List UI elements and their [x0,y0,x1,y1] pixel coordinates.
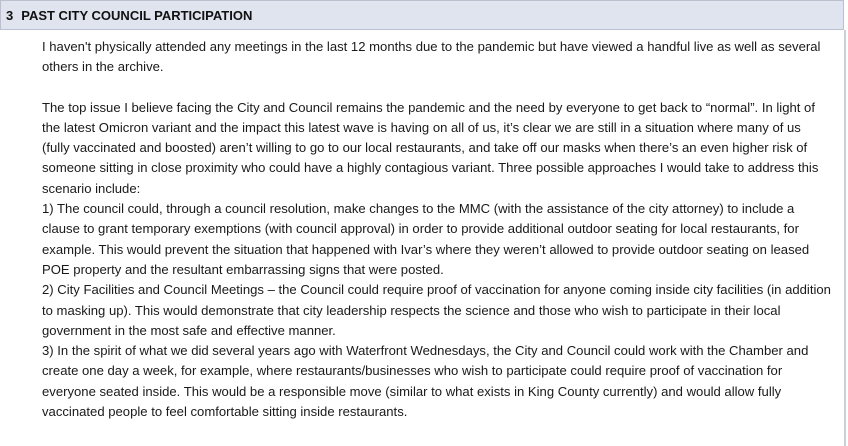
approach-item-1: 1) The council could, through a council resolution, make changes to the MMC (with the assistance of the city attorney) to include a clause to grant temporary exemptions (with council approval) in order to provide additional outdoor seating for local restaurants, for example. This would prevent the situation that happened with Ivar’s where they weren’t allowed to provide outdoor seating on leased POE property and the resultant embarrassing signs that were posted. [42,201,810,277]
section-border [844,30,846,446]
attendance-paragraph: I haven't physically attended any meetings in the last 12 months due to the pandemic but have viewed a handful live as well as several others in the archive. [42,39,821,75]
section-number: 3 [6,7,14,23]
approach-item-3: 3) In the spirit of what we did several years ago with Waterfront Wednesdays, the City and Council could work with the Chamber and create one day a week, for example, where restaurants/businesses who wish to participate could require proof of vaccination for everyone seated inside. This would be a responsible move (similar to what exists in King County currently) and would allow fully vaccinated people to feel comfortable sitting inside restaurants. [42,343,809,420]
section-header [0,0,844,30]
top-issue-paragraph: The top issue I believe facing the City and Council remains the pandemic and the need by everyone to get back to “normal”. In light of the latest Omicron variant and the impact this latest wave is having on all of us, it’s clear we are still in a situation where many of us (fully vaccinated and boosted) aren’t willing to go to our local restaurants, and take off our masks when there’s an even higher risk of someone sitting in close proximity who could have a highly contagious variant. Three possible approaches I would take to address this scenario include: [42,99,819,196]
response-body [42,37,832,422]
section-title: PAST CITY COUNCIL PARTICIPATION [21,7,253,23]
approach-item-2: 2) City Facilities and Council Meetings – the Council could require proof of vaccination for anyone coming inside city facilities (in addition to masking up). This would demonstrate that city leadership respects the science and those who wish to participate in their local government in the most safe and effective manner. [42,282,831,338]
